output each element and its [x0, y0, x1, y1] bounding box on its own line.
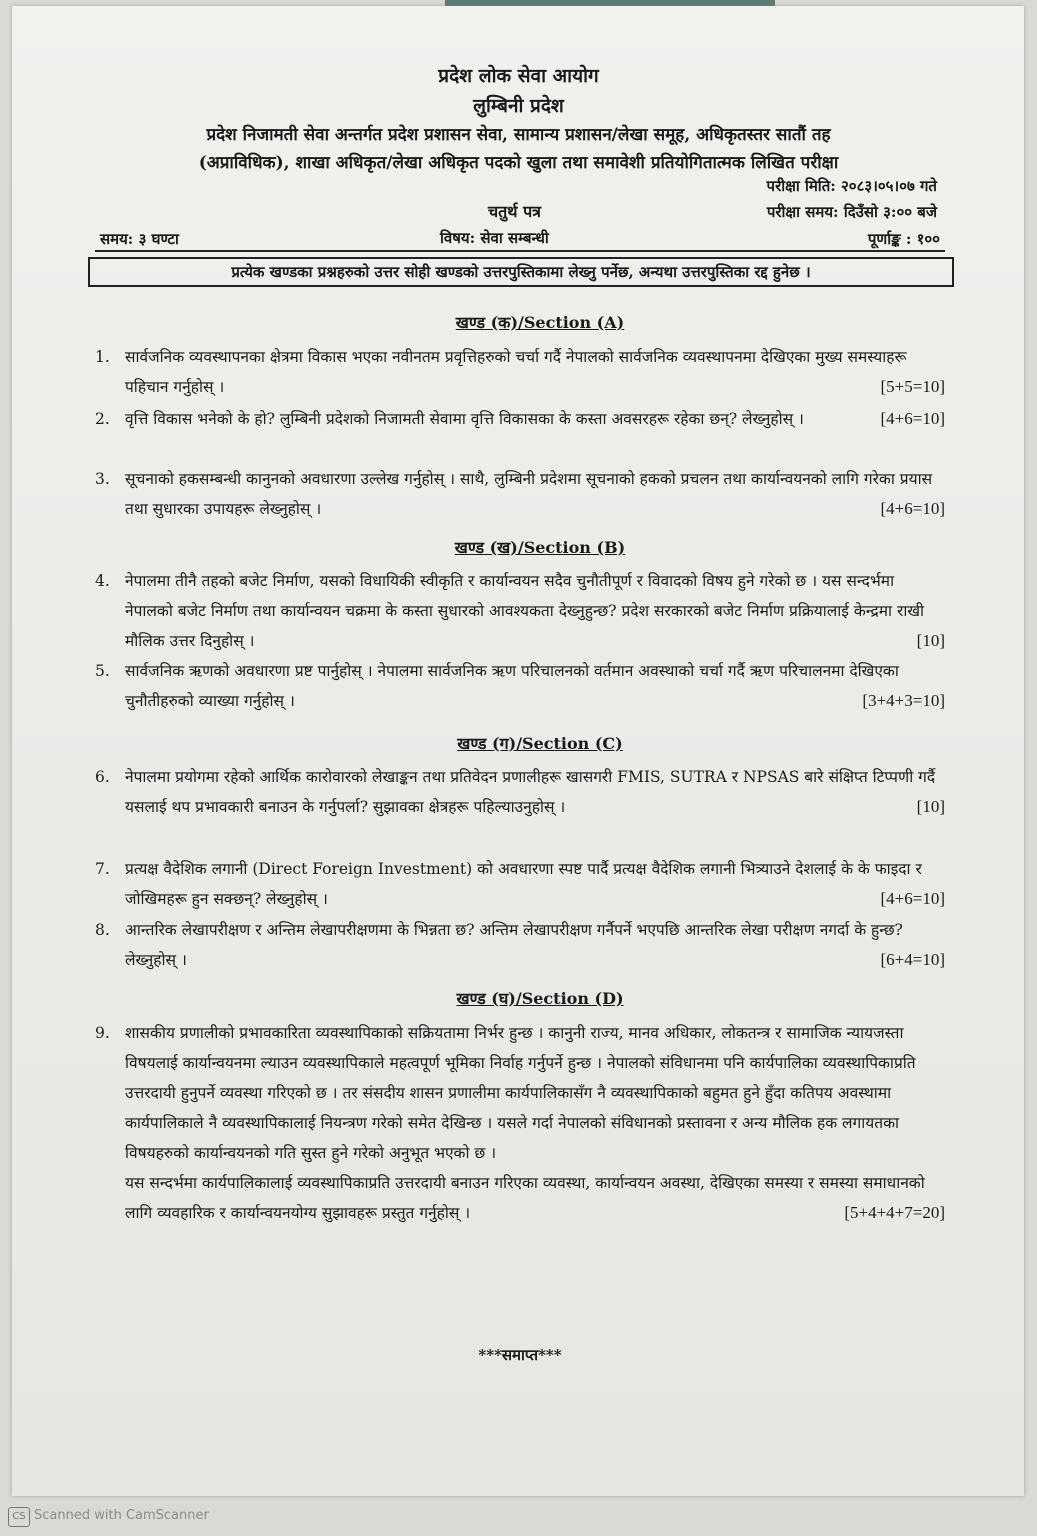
- instruction-notice: प्रत्येक खण्डका प्रश्नहरुको उत्तर सोही खण्डको उत्तरपुस्तिकामा लेख्नु पर्नेछ, अन्यथा उत्तरपुस्तिका रद्द हुनेछ ।: [88, 257, 954, 287]
- camscanner-logo-icon: CS: [8, 1507, 30, 1527]
- question-text: आन्तरिक लेखापरीक्षण र अन्तिम लेखापरीक्षणमा के भिन्नता छ? अन्तिम लेखापरीक्षण गर्नैपर्ने भएपछि आन्तरिक लेखा परीक्षण नगर्दा के हुन्छ? लेख्नुहोस् ।: [125, 921, 903, 969]
- question-1: [95, 342, 945, 402]
- question-number: 2.: [95, 410, 110, 428]
- exam-subject: विषय: सेवा सम्बन्धी: [440, 229, 549, 247]
- exam-time: परीक्षा समय: दिउँसो ३:०० बजे: [766, 203, 937, 221]
- question-marks: [4+6=10]: [880, 889, 945, 908]
- section-b-heading: खण्ड (ख)/Section (B): [454, 538, 626, 557]
- question-marks: [5+5=10]: [880, 377, 945, 396]
- question-3: [95, 464, 945, 524]
- question-8: [95, 915, 945, 975]
- service-description: प्रदेश निजामती सेवा अन्तर्गत प्रदेश प्रशासन सेवा, सामान्य प्रशासन/लेखा समूह, अधिकृतस्तर सातौं तह: [206, 125, 831, 145]
- question-text: सार्वजनिक ऋणको अवधारणा प्रष्ट पार्नुहोस् । नेपालमा सार्वजनिक ऋण परिचालनको वर्तमान अवस्थाको चर्चा गर्दै ऋण परिचालनमा देखिएका चुनौतीहरुको व्याख्या गर्नुहोस् ।: [125, 662, 899, 710]
- question-marks: [6+4=10]: [880, 950, 945, 969]
- question-marks: [3+4+3=10]: [862, 691, 945, 710]
- question-text: सार्वजनिक व्यवस्थापनका क्षेत्रमा विकास भएका नवीनतम प्रवृत्तिहरुको चर्चा गर्दै नेपालको सार्वजनिक व्यवस्थापनमा देखिएका मुख्य समस्याहरू पहिचान गर्नुहोस् ।: [125, 348, 907, 396]
- question-2: [95, 404, 945, 434]
- question-number: 6.: [95, 768, 110, 786]
- question-marks: [4+6=10]: [880, 499, 945, 518]
- question-4: [95, 566, 945, 656]
- province-title: लुम्बिनी प्रदेश: [473, 95, 564, 117]
- question-marks: [10]: [916, 631, 945, 650]
- question-marks: [5+4+4+7=20]: [844, 1203, 945, 1222]
- question-marks: [10]: [916, 797, 945, 816]
- question-6: [95, 762, 945, 822]
- end-marker: ***समाप्त***: [478, 1346, 562, 1364]
- question-text: प्रत्यक्ष वैदेशिक लगानी (Direct Foreign Investment) को अवधारणा स्पष्ट पार्दै प्रत्यक्ष वैदेशिक लगानी भित्र्याउने देशलाई के के फाइदा र जोखिमहरू हुन सक्छन्? लेख्नुहोस् ।: [125, 860, 922, 908]
- question-text: वृत्ति विकास भनेको के हो? लुम्बिनी प्रदेशको निजामती सेवामा वृत्ति विकासका के कस्ता अवसरहरू रहेका छन्? लेख्नुहोस् ।: [125, 410, 804, 428]
- exam-description: (अप्राविधिक), शाखा अधिकृत/लेखा अधिकृत पदको खुला तथा समावेशी प्रतियोगितात्मक लिखित परीक्षा: [198, 153, 839, 173]
- header-divider: [95, 250, 945, 252]
- question-number: 9.: [95, 1024, 110, 1042]
- question-marks: [4+6=10]: [880, 409, 945, 428]
- commission-title: प्रदेश लोक सेवा आयोग: [438, 65, 599, 87]
- scanner-watermark: Scanned with CamScanner: [34, 1508, 209, 1523]
- question-number: 3.: [95, 470, 110, 488]
- section-c-heading: खण्ड (ग)/Section (C): [457, 734, 623, 753]
- exam-date: परीक्षा मिति: २०८३।०५।०७ गते: [766, 177, 937, 195]
- question-text: नेपालमा तीनै तहको बजेट निर्माण, यसको विधायिकी स्वीकृति र कार्यान्वयन सदैव चुनौतीपूर्ण र विवादको विषय हुने गरेको छ । यस सन्दर्भमा नेपालको बजेट निर्माण तथा कार्यान्वयन चक्रमा के कस्ता सुधारको आवश्यकता देख्नुहुन्छ? प्रदेश सरकारको बजेट निर्माण प्रक्रियालाई केन्द्रमा राखी मौलिक उत्तर दिनुहोस् ।: [125, 572, 925, 650]
- exam-duration: समय: ३ घण्टा: [100, 230, 179, 248]
- question-number: 1.: [95, 348, 110, 366]
- section-a-heading: खण्ड (क)/Section (A): [455, 313, 625, 332]
- question-text: सूचनाको हकसम्बन्धी कानुनको अवधारणा उल्लेख गर्नुहोस् । साथै, लुम्बिनी प्रदेशमा सूचनाको हकको प्रचलन तथा कार्यान्वयनको लागि गरेका प्रयास तथा सुधारका उपायहरू लेख्नुहोस् ।: [125, 470, 933, 518]
- question-text: नेपालमा प्रयोगमा रहेको आर्थिक कारोवारको लेखाङ्कन तथा प्रतिवेदन प्रणालीहरू खासगरी FMIS, SUTRA र NPSAS बारे संक्षिप्त टिप्पणी गर्दै यसलाई थप प्रभावकारी बनाउन के गर्नुपर्ला? सुझावका क्षेत्रहरू पहिल्याउनुहोस् ।: [125, 768, 936, 816]
- full-marks: पूर्णाङ्क : १००: [867, 230, 940, 248]
- question-number: 5.: [95, 662, 110, 680]
- question-7: [95, 854, 945, 914]
- question-number: 7.: [95, 860, 110, 878]
- question-text: शासकीय प्रणालीको प्रभावकारिता व्यवस्थापिकाको सक्रियतामा निर्भर हुन्छ । कानुनी राज्य, मानव अधिकार, लोकतन्त्र र सामाजिक न्यायजस्ता विषयलाई कार्यान्वयनमा ल्याउन व्यवस्थापिकाले महत्वपूर्ण भूमिका निर्वाह गर्नुपर्ने हुन्छ । नेपालको संविधानमा पनि कार्यपालिका व्यवस्थापिकाप्रति उत्तरदायी हुनुपर्ने व्यवस्था गरिएको छ । तर संसदीय शासन प्रणालीमा कार्यपालिकासँग नै व्यवस्थापिकाको बहुमत हुने हुँदा कतिपय अवस्थामा कार्यपालिकाले नै व्यवस्थापिकालाई नियन्त्रण गरेको समेत देखिन्छ । यसले गर्दा नेपालको संविधानको प्रस्तावना र अन्य मौलिक हक लगायतका विषयहरुको कार्यान्वयनको गति सुस्त हुने गरेको अनुभूत भएको छ ।: [125, 1024, 916, 1162]
- question-number: 8.: [95, 921, 110, 939]
- section-d-heading: खण्ड (घ)/Section (D): [456, 989, 624, 1008]
- question-5: [95, 656, 945, 716]
- question-9: [95, 1018, 945, 1228]
- question-text-continued: यस सन्दर्भमा कार्यपालिकालाई व्यवस्थापिकाप्रति उत्तरदायी बनाउन गरिएका व्यवस्था, कार्यान्वयन अवस्था, देखिएका समस्या र समस्या समाधानको लागि व्यवहारिक र कार्यान्वयनयोग्य सुझावहरू प्रस्तुत गर्नुहोस् ।: [125, 1174, 925, 1222]
- top-edge-strip: [445, 0, 775, 6]
- paper-number: चतुर्थ पत्र: [488, 202, 541, 221]
- question-number: 4.: [95, 572, 110, 590]
